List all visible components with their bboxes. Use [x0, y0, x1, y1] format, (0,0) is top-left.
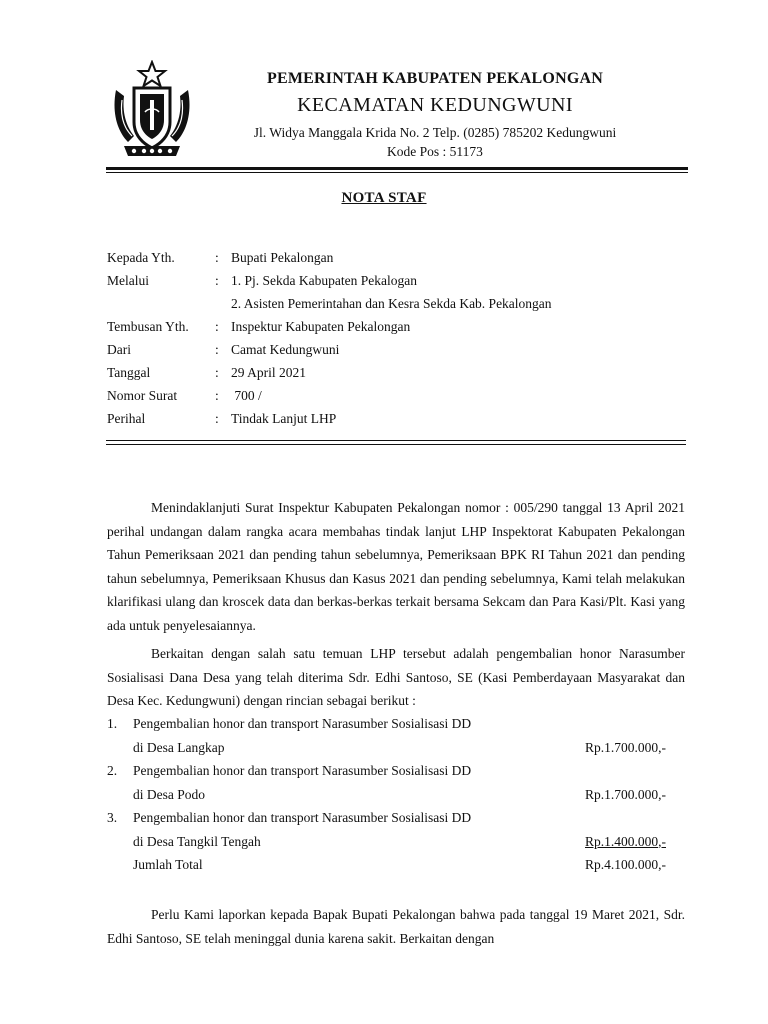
paragraph-text: Menindaklanjuti Surat Inspektur Kabupaten Pekalongan nomor : 005/290 tanggal 13 April 2021 perihal undangan dalam rangka acara membahas tindak lanjut LHP Inspektorat Kabupaten Pekalongan Tahun Pemeriksaan 2021 dan pending tahun sebelumnya, Pemeriksaan BPK RI Tahun 2021 dan pending tahun sebelumnya, Pemeriksaan Khusus dan Kasus 2021 dan pending sebelumnya, Kami telah melakukan klarifikasi ulang dan kroscek data dan berkas-berkas terkait bersama Sekcam dan Para Kasi/Plt. Kasi yang ada untuk penyelesaiannya.: [107, 500, 685, 633]
field-key: Dari: [107, 342, 131, 357]
header-field-row: [107, 296, 631, 319]
item-location: di Desa Podo: [133, 786, 205, 802]
field-colon: :: [215, 388, 219, 403]
item-location: di Desa Tangkil Tengah: [133, 833, 261, 849]
field-key: Nomor Surat: [107, 388, 178, 403]
field-key: Kepada Yth.: [107, 250, 175, 265]
field-value: 700 /: [231, 388, 262, 403]
body-paragraph-2: [107, 642, 685, 713]
letterhead-divider-thin: [106, 172, 688, 173]
header-field-row: [107, 342, 631, 365]
letterhead-divider-thick: [106, 167, 688, 170]
body-paragraph-3: [107, 903, 685, 950]
field-colon: :: [215, 365, 219, 380]
list-item-continuation: [107, 740, 685, 764]
header-divider-top: [106, 440, 686, 441]
field-value: 1. Pj. Sekda Kabupaten Pekalogan: [231, 273, 417, 288]
field-colon: :: [215, 250, 219, 265]
field-value: Inspektur Kabupaten Pekalongan: [231, 319, 411, 334]
field-key: Tanggal: [107, 365, 151, 380]
item-number: 2.: [107, 763, 118, 778]
field-value: Camat Kedungwuni: [231, 342, 340, 357]
list-item: [107, 716, 685, 740]
item-amount: Rp.1.700.000,-: [585, 786, 666, 802]
field-value: 29 April 2021: [231, 365, 307, 380]
list-item: [107, 763, 685, 787]
body-paragraph-1: [107, 496, 685, 638]
postal-code: Kode Pos : 51173: [387, 144, 483, 159]
district-name: KECAMATAN KEDUNGWUNI: [297, 94, 573, 116]
field-colon: :: [215, 319, 219, 334]
header-field-row: [107, 250, 631, 273]
regency-emblem-icon: [110, 60, 194, 164]
field-colon: :: [215, 411, 219, 426]
field-value: Bupati Pekalongan: [231, 250, 334, 265]
field-key: Perihal: [107, 411, 146, 426]
item-amount: Rp.1.400.000,-: [585, 833, 666, 849]
list-item-continuation: [107, 787, 685, 811]
header-field-row: [107, 319, 631, 342]
document-title: NOTA STAF: [341, 190, 427, 206]
field-key: Tembusan Yth.: [107, 319, 189, 334]
total-row: [107, 857, 685, 881]
field-key: Melalui: [107, 273, 149, 288]
item-number: 1.: [107, 716, 118, 731]
header-field-row: [107, 273, 631, 296]
field-value: 2. Asisten Pemerintahan dan Kesra Sekda Kab. Pekalongan: [231, 296, 552, 311]
item-amount: Rp.1.700.000,-: [585, 739, 666, 755]
header-divider-bottom: [106, 444, 686, 445]
office-address: Jl. Widya Manggala Krida No. 2 Telp. (0285) 785202 Kedungwuni: [253, 125, 617, 140]
list-item-continuation: [107, 834, 685, 858]
total-amount: Rp.4.100.000,-: [585, 857, 666, 872]
item-location: di Desa Langkap: [133, 739, 225, 755]
header-fields: [107, 250, 631, 434]
list-item: [107, 810, 685, 834]
government-name: PEMERINTAH KABUPATEN PEKALONGAN: [267, 70, 603, 87]
item-description: Pengembalian honor dan transport Narasumber Sosialisasi DD: [133, 810, 472, 825]
field-colon: :: [215, 342, 219, 357]
field-value: Tindak Lanjut LHP: [231, 411, 337, 426]
header-field-row: [107, 388, 631, 411]
total-label: Jumlah Total: [133, 857, 203, 872]
paragraph-text: Berkaitan dengan salah satu temuan LHP tersebut adalah pengembalian honor Narasumber Sosialisasi Dana Desa yang telah diterima Sdr. Edhi Santoso, SE (Kasi Pemberdayaan Masyarakat dan Desa Kec. Kedungwuni) dengan rincian sebagai berikut :: [107, 646, 685, 709]
item-description: Pengembalian honor dan transport Narasumber Sosialisasi DD: [133, 716, 472, 731]
item-number: 3.: [107, 810, 118, 825]
letterhead: [200, 70, 670, 160]
refund-list: [107, 716, 685, 881]
field-colon: :: [215, 273, 219, 288]
header-field-row: [107, 411, 631, 434]
header-field-row: [107, 365, 631, 388]
paragraph-text: Perlu Kami laporkan kepada Bapak Bupati Pekalongan bahwa pada tanggal 19 Maret 2021, Sdr. Edhi Santoso, SE telah meninggal dunia karena sakit. Berkaitan dengan: [107, 907, 685, 946]
item-description: Pengembalian honor dan transport Narasumber Sosialisasi DD: [133, 763, 472, 778]
